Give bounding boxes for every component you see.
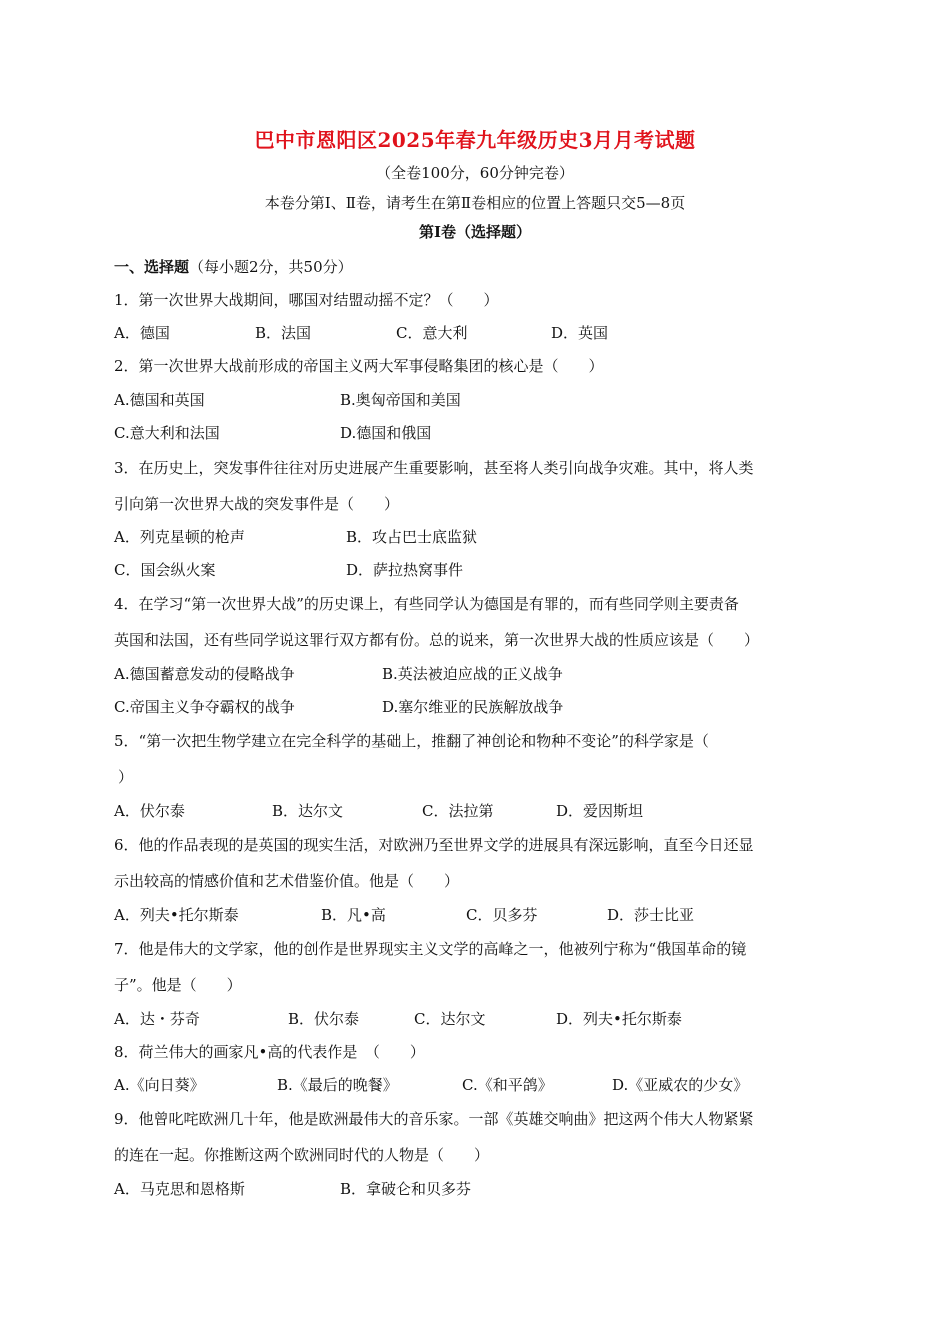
question-6-text: 6．他的作品表现的是英国的现实生活，对欧洲乃至世界文学的进展具有深远影响，直至今日还显 (114, 836, 754, 854)
exam-instructions: 本卷分第Ⅰ、Ⅱ卷，请考生在第Ⅱ卷相应的位置上答题只交5—8页 (264, 194, 686, 212)
question-8-text: 8．荷兰伟大的画家凡•高的代表作是 （ ） (114, 1043, 425, 1061)
q3-option-d: D．萨拉热窝事件 (346, 561, 464, 579)
q4-option-b: B.英法被迫应战的正义战争 (382, 665, 563, 683)
q8-option-d: D.《亚威农的少女》 (612, 1076, 749, 1094)
question-4-text-2: 英国和法国，还有些同学说这罪行双方都有份。总的说来，第一次世界大战的性质应该是（ ） (114, 631, 760, 649)
exam-title: 巴中市恩阳区2025年春九年级历史3月月考试题 (254, 128, 696, 152)
question-7-text: 7．他是伟大的文学家，他的创作是世界现实主义文学的高峰之一，他被列宁称为“俄国革命的镜 (114, 940, 747, 958)
q6-option-c: C．贝多芬 (466, 906, 538, 924)
q3-option-c: C．国会纵火案 (114, 561, 216, 579)
q5-option-a: A．伏尔泰 (114, 802, 185, 820)
section-heading (114, 256, 353, 277)
section-note: （每小题2分，共50分） (189, 258, 353, 276)
q9-option-a: A．马克思和恩格斯 (114, 1180, 245, 1198)
q1-option-a: A．德国 (114, 324, 170, 342)
q6-option-a: A．列夫•托尔斯泰 (114, 906, 239, 924)
q1-option-c: C．意大利 (396, 324, 468, 342)
q8-option-b: B.《最后的晚餐》 (277, 1076, 398, 1094)
q7-option-d: D．列夫•托尔斯泰 (556, 1010, 682, 1028)
q6-option-d: D．莎士比亚 (607, 906, 695, 924)
q2-option-a: A.德国和英国 (114, 391, 205, 409)
q2-option-b: B.奥匈帝国和美国 (340, 391, 461, 409)
question-1-text: 1．第一次世界大战期间，哪国对结盟动摇不定？（ ） (114, 291, 499, 309)
question-4-text: 4．在学习“第一次世界大战”的历史课上，有些同学认为德国是有罪的，而有些同学则主要责备 (114, 595, 739, 613)
q5-option-c: C．法拉第 (422, 802, 494, 820)
q2-option-d: D.德国和俄国 (340, 424, 432, 442)
q1-option-d: D．英国 (551, 324, 609, 342)
question-5-text: 5．“第一次把生物学建立在完全科学的基础上，推翻了神创论和物种不变论”的科学家是（ (114, 732, 709, 750)
question-5-text-2: ） (118, 768, 134, 786)
part-heading: 第Ⅰ卷（选择题） (418, 223, 532, 241)
question-3-text: 3．在历史上，突发事件往往对历史进展产生重要影响，甚至将人类引向战争灾难。其中，将人类 (114, 459, 754, 477)
question-2-text: 2．第一次世界大战前形成的帝国主义两大军事侵略集团的核心是（ ） (114, 357, 604, 375)
q9-option-b: B．拿破仑和贝多芬 (340, 1180, 472, 1198)
question-6-text-2: 示出较高的情感价值和艺术借鉴价值。他是（ ） (114, 872, 460, 890)
question-7-text-2: 子”。他是（ ） (114, 976, 242, 994)
q8-option-c: C.《和平鸽》 (462, 1076, 553, 1094)
exam-subtitle: （全卷100分，60分钟完卷） (376, 164, 574, 182)
q7-option-a: A．达・芬奇 (114, 1010, 200, 1028)
question-3-text-2: 引向第一次世界大战的突发事件是（ ） (114, 495, 400, 513)
q3-option-b: B．攻占巴士底监狱 (346, 528, 478, 546)
q7-option-c: C．达尔文 (414, 1010, 486, 1028)
q2-option-c: C.意大利和法国 (114, 424, 220, 442)
question-9-text-2: 的连在一起。你推断这两个欧洲同时代的人物是（ ） (114, 1146, 490, 1164)
q6-option-b: B．凡•高 (321, 906, 386, 924)
q4-option-c: C.帝国主义争夺霸权的战争 (114, 698, 295, 716)
q4-option-a: A.德国蓄意发动的侵略战争 (114, 665, 295, 683)
q3-option-a: A．列克星顿的枪声 (114, 528, 245, 546)
q5-option-d: D．爱因斯坦 (556, 802, 644, 820)
q1-option-b: B．法国 (255, 324, 312, 342)
q4-option-d: D.塞尔维亚的民族解放战争 (382, 698, 564, 716)
question-9-text: 9．他曾叱咤欧洲几十年，他是欧洲最伟大的音乐家。一部《英雄交响曲》把这两个伟大人物紧紧 (114, 1110, 754, 1128)
q8-option-a: A.《向日葵》 (114, 1076, 205, 1094)
q7-option-b: B．伏尔泰 (288, 1010, 360, 1028)
section-title: 一、选择题 (114, 258, 190, 276)
q5-option-b: B．达尔文 (272, 802, 344, 820)
